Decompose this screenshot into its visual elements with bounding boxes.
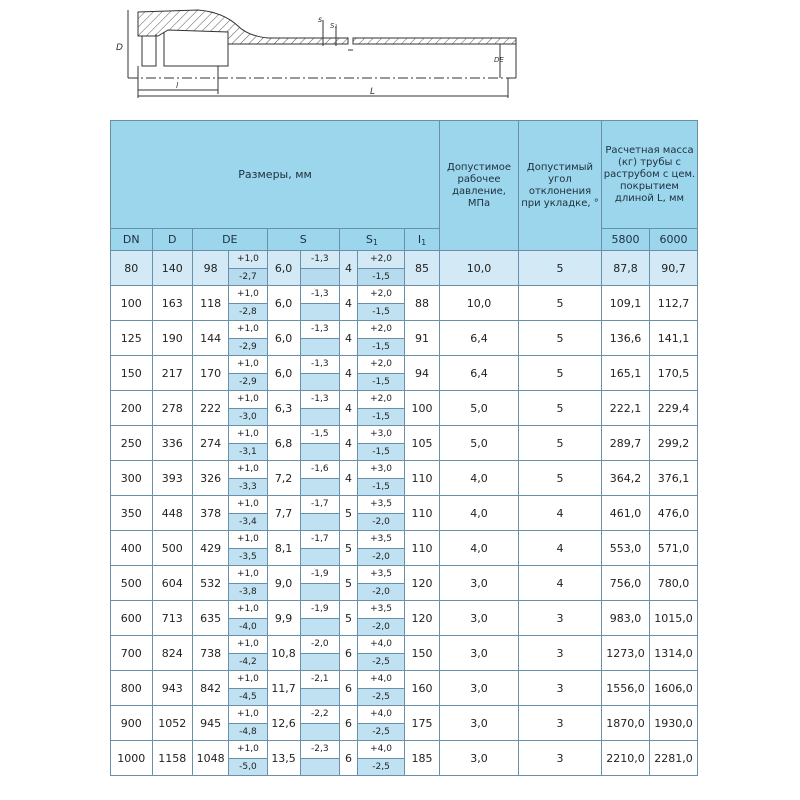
cell-s1-tol-lower: -1,5 [358, 478, 405, 496]
cell-s-tol: -1,6 [300, 461, 339, 479]
cell-angle: 3 [518, 741, 601, 776]
cell-de-tol-upper: +1,0 [229, 706, 267, 724]
cell-de-tol-lower: -2,8 [229, 303, 267, 321]
cell-s-tol: -1,3 [300, 286, 339, 304]
cell-dn: 350 [111, 496, 153, 531]
label-s: s [318, 15, 323, 24]
cell-de-tol-upper: +1,0 [229, 286, 267, 304]
cell-mass-6000: 141,1 [649, 321, 697, 356]
cell-angle: 5 [518, 321, 601, 356]
cell-d: 1158 [152, 741, 192, 776]
cell-s-tol: -1,3 [300, 251, 339, 269]
cell-de: 635 [193, 601, 229, 636]
cell-s1-tol-lower: -2,5 [358, 723, 405, 741]
cell-pressure: 4,0 [440, 496, 519, 531]
pipe-socket-drawing [108, 6, 528, 98]
cell-mass-6000: 1015,0 [649, 601, 697, 636]
cell-d: 190 [152, 321, 192, 356]
cell-s: 6,0 [267, 251, 300, 286]
cell-angle: 3 [518, 636, 601, 671]
cell-l1: 150 [404, 636, 439, 671]
header-s1 [339, 229, 404, 251]
cell-mass-6000: 170,5 [649, 356, 697, 391]
header-l1 [404, 229, 439, 251]
cell-pressure: 10,0 [440, 286, 519, 321]
cell-l1: 160 [404, 671, 439, 706]
cell-s: 9,9 [267, 601, 300, 636]
cell-d: 278 [152, 391, 192, 426]
cell-mass-6000: 476,0 [649, 496, 697, 531]
cell-s-tol-empty [300, 303, 339, 321]
pipe-spec-table [110, 120, 698, 776]
cell-mass-5800: 165,1 [602, 356, 650, 391]
cell-s-tol-empty [300, 373, 339, 391]
cell-de: 1048 [193, 741, 229, 776]
header-s1-sub: 1 [372, 237, 378, 247]
cell-dn: 400 [111, 531, 153, 566]
cell-mass-6000: 780,0 [649, 566, 697, 601]
cell-dn: 300 [111, 461, 153, 496]
cell-mass-6000: 1930,0 [649, 706, 697, 741]
cell-de: 532 [193, 566, 229, 601]
cell-mass-6000: 2281,0 [649, 741, 697, 776]
table-row [111, 426, 698, 444]
header-s1-base: S [365, 232, 373, 246]
cell-angle: 5 [518, 356, 601, 391]
cell-s1-tol-lower: -1,5 [358, 303, 405, 321]
cell-mass-5800: 983,0 [602, 601, 650, 636]
cell-l1: 110 [404, 461, 439, 496]
cell-l1: 110 [404, 496, 439, 531]
cell-de: 170 [193, 356, 229, 391]
cell-s-tol-empty [300, 653, 339, 671]
cell-l1: 105 [404, 426, 439, 461]
cell-s-tol-empty [300, 688, 339, 706]
cell-s1-tol-lower: -1,5 [358, 443, 405, 461]
table-row [111, 601, 698, 619]
cell-dn: 800 [111, 671, 153, 706]
header-l1-base: I [417, 232, 422, 246]
cell-l1: 94 [404, 356, 439, 391]
cell-s-tol-empty [300, 513, 339, 531]
cell-de: 429 [193, 531, 229, 566]
cell-l1: 185 [404, 741, 439, 776]
cell-pressure: 3,0 [440, 671, 519, 706]
cell-angle: 5 [518, 426, 601, 461]
cell-pressure: 5,0 [440, 426, 519, 461]
cell-de: 945 [193, 706, 229, 741]
cell-angle: 4 [518, 531, 601, 566]
cell-s-tol: -2,0 [300, 636, 339, 654]
cell-s-tol-empty [300, 443, 339, 461]
spec-table-body [111, 251, 698, 776]
cell-s1-tol-upper: +2,0 [358, 356, 405, 374]
cell-pressure: 6,4 [440, 356, 519, 391]
cell-pressure: 3,0 [440, 601, 519, 636]
cell-mass-6000: 229,4 [649, 391, 697, 426]
cell-de-tol-upper: +1,0 [229, 671, 267, 689]
header-dn: DN [111, 229, 153, 251]
cell-de-tol-lower: -3,1 [229, 443, 267, 461]
cell-de-tol-lower: -2,9 [229, 338, 267, 356]
cell-d: 140 [152, 251, 192, 286]
cell-pressure: 4,0 [440, 531, 519, 566]
cell-de-tol-upper: +1,0 [229, 496, 267, 514]
cell-s1: 4 [339, 251, 357, 286]
cell-de-tol-lower: -3,8 [229, 583, 267, 601]
table-row [111, 391, 698, 409]
cell-s-tol-empty [300, 268, 339, 286]
cell-s1-tol-lower: -1,5 [358, 408, 405, 426]
cell-de: 222 [193, 391, 229, 426]
cell-s-tol-empty [300, 338, 339, 356]
cell-s1-tol-upper: +3,5 [358, 601, 405, 619]
cell-de-tol-lower: -2,7 [229, 268, 267, 286]
cell-de: 118 [193, 286, 229, 321]
cell-dn: 200 [111, 391, 153, 426]
cell-s1: 5 [339, 601, 357, 636]
cell-de-tol-lower: -2,9 [229, 373, 267, 391]
cell-dn: 700 [111, 636, 153, 671]
cell-mass-5800: 364,2 [602, 461, 650, 496]
cell-de-tol-upper: +1,0 [229, 531, 267, 549]
cell-s1-tol-upper: +3,5 [358, 566, 405, 584]
cell-s1-tol-lower: -1,5 [358, 268, 405, 286]
cell-s1-tol-lower: -2,0 [358, 583, 405, 601]
cell-mass-5800: 289,7 [602, 426, 650, 461]
header-sizes: Размеры, мм [111, 121, 440, 229]
cell-de: 274 [193, 426, 229, 461]
cell-s: 7,7 [267, 496, 300, 531]
cell-de-tol-upper: +1,0 [229, 356, 267, 374]
header-angle: Допустимый угол отклонения при укладке, ° [518, 121, 601, 251]
cell-s1: 6 [339, 671, 357, 706]
header-s: S [267, 229, 339, 251]
cell-s-tol: -2,2 [300, 706, 339, 724]
cell-de-tol-upper: +1,0 [229, 636, 267, 654]
cell-s: 13,5 [267, 741, 300, 776]
cell-pressure: 3,0 [440, 706, 519, 741]
cell-mass-6000: 112,7 [649, 286, 697, 321]
cell-de-tol-lower: -5,0 [229, 758, 267, 776]
cell-s: 6,0 [267, 356, 300, 391]
cell-s1: 4 [339, 286, 357, 321]
table-row [111, 636, 698, 654]
cell-d: 393 [152, 461, 192, 496]
cell-l1: 85 [404, 251, 439, 286]
cell-s1-tol-lower: -2,5 [358, 688, 405, 706]
cell-s1-tol-upper: +4,0 [358, 671, 405, 689]
cell-s1: 4 [339, 356, 357, 391]
label-l: l [176, 81, 179, 90]
cell-de-tol-lower: -3,5 [229, 548, 267, 566]
cell-s1-tol-upper: +2,0 [358, 251, 405, 269]
cell-mass-5800: 109,1 [602, 286, 650, 321]
cell-de-tol-lower: -4,0 [229, 618, 267, 636]
cell-mass-5800: 2210,0 [602, 741, 650, 776]
cell-angle: 5 [518, 251, 601, 286]
cell-de: 378 [193, 496, 229, 531]
cell-de-tol-upper: +1,0 [229, 251, 267, 269]
cell-mass-6000: 571,0 [649, 531, 697, 566]
cell-mass-5800: 1870,0 [602, 706, 650, 741]
cell-s-tol: -1,3 [300, 356, 339, 374]
cell-d: 713 [152, 601, 192, 636]
table-row [111, 566, 698, 584]
cell-dn: 600 [111, 601, 153, 636]
cell-s1-tol-lower: -2,0 [358, 618, 405, 636]
cell-s-tol: -1,3 [300, 321, 339, 339]
label-s1: S₁ [330, 22, 338, 30]
cell-de-tol-lower: -4,5 [229, 688, 267, 706]
cell-s1-tol-lower: -1,5 [358, 373, 405, 391]
cell-de-tol-upper: +1,0 [229, 566, 267, 584]
cell-s: 10,8 [267, 636, 300, 671]
label-D: D [116, 43, 123, 53]
header-d: D [152, 229, 192, 251]
cell-s: 6,0 [267, 321, 300, 356]
cell-mass-6000: 1606,0 [649, 671, 697, 706]
cell-s1: 6 [339, 741, 357, 776]
cell-pressure: 3,0 [440, 741, 519, 776]
cell-pressure: 10,0 [440, 251, 519, 286]
cell-s-tol-empty [300, 723, 339, 741]
cell-angle: 4 [518, 566, 601, 601]
cell-s-tol: -1,9 [300, 566, 339, 584]
cell-mass-5800: 461,0 [602, 496, 650, 531]
cell-s1: 5 [339, 531, 357, 566]
cell-mass-5800: 1556,0 [602, 671, 650, 706]
cell-l1: 91 [404, 321, 439, 356]
table-row [111, 461, 698, 479]
cell-mass-6000: 299,2 [649, 426, 697, 461]
cell-mass-5800: 87,8 [602, 251, 650, 286]
cell-d: 217 [152, 356, 192, 391]
cell-s-tol: -1,9 [300, 601, 339, 619]
label-DE: DE [494, 56, 504, 64]
cell-s1-tol-upper: +4,0 [358, 741, 405, 759]
cell-s: 7,2 [267, 461, 300, 496]
cell-mass-5800: 222,1 [602, 391, 650, 426]
cell-s: 6,0 [267, 286, 300, 321]
cell-dn: 80 [111, 251, 153, 286]
cell-d: 336 [152, 426, 192, 461]
cell-angle: 5 [518, 286, 601, 321]
cell-mass-5800: 553,0 [602, 531, 650, 566]
cell-de-tol-upper: +1,0 [229, 391, 267, 409]
cell-dn: 100 [111, 286, 153, 321]
cell-dn: 150 [111, 356, 153, 391]
cell-s1-tol-upper: +3,5 [358, 531, 405, 549]
cell-de: 842 [193, 671, 229, 706]
cell-d: 500 [152, 531, 192, 566]
cell-de-tol-lower: -4,2 [229, 653, 267, 671]
table-row [111, 741, 698, 759]
cell-s-tol-empty [300, 583, 339, 601]
cell-s-tol-empty [300, 548, 339, 566]
cell-s-tol-empty [300, 758, 339, 776]
label-L: L [370, 87, 376, 97]
cell-de-tol-upper: +1,0 [229, 321, 267, 339]
cell-s-tol: -1,5 [300, 426, 339, 444]
cell-de-tol-lower: -4,8 [229, 723, 267, 741]
cell-s1: 5 [339, 496, 357, 531]
cell-s-tol: -2,3 [300, 741, 339, 759]
header-mass: Расчетная масса (кг) трубы с раструбом с цем. покрытием длиной L, мм [602, 121, 698, 229]
header-pressure: Допустимое рабочее давление, МПа [440, 121, 519, 251]
cell-s-tol: -2,1 [300, 671, 339, 689]
cell-pressure: 6,4 [440, 321, 519, 356]
cell-s1-tol-upper: +4,0 [358, 636, 405, 654]
cell-s1-tol-lower: -2,0 [358, 513, 405, 531]
cell-de-tol-upper: +1,0 [229, 426, 267, 444]
cell-s: 6,8 [267, 426, 300, 461]
cell-dn: 900 [111, 706, 153, 741]
table-row [111, 531, 698, 549]
cell-d: 824 [152, 636, 192, 671]
cell-s1-tol-upper: +3,5 [358, 496, 405, 514]
cell-l1: 110 [404, 531, 439, 566]
cell-de: 98 [193, 251, 229, 286]
cell-s-tol: -1,7 [300, 531, 339, 549]
cell-de: 738 [193, 636, 229, 671]
cell-s: 9,0 [267, 566, 300, 601]
cell-mass-6000: 90,7 [649, 251, 697, 286]
cell-pressure: 3,0 [440, 636, 519, 671]
cell-dn: 1000 [111, 741, 153, 776]
cell-angle: 3 [518, 706, 601, 741]
cell-s: 6,3 [267, 391, 300, 426]
cell-s1-tol-lower: -2,0 [358, 548, 405, 566]
cell-pressure: 5,0 [440, 391, 519, 426]
cell-s1-tol-lower: -2,5 [358, 758, 405, 776]
cell-s1-tol-upper: +2,0 [358, 391, 405, 409]
cell-de: 326 [193, 461, 229, 496]
cell-mass-6000: 1314,0 [649, 636, 697, 671]
cell-mass-5800: 756,0 [602, 566, 650, 601]
cell-s-tol: -1,7 [300, 496, 339, 514]
table-row [111, 251, 698, 269]
cell-d: 604 [152, 566, 192, 601]
table-row [111, 321, 698, 339]
cell-s: 11,7 [267, 671, 300, 706]
cell-s1-tol-upper: +2,0 [358, 321, 405, 339]
cell-s1: 4 [339, 426, 357, 461]
cell-pressure: 4,0 [440, 461, 519, 496]
cell-de-tol-lower: -3,4 [229, 513, 267, 531]
cell-angle: 5 [518, 461, 601, 496]
cell-d: 1052 [152, 706, 192, 741]
cell-s1: 4 [339, 321, 357, 356]
cell-l1: 88 [404, 286, 439, 321]
cell-mass-6000: 376,1 [649, 461, 697, 496]
cell-s: 12,6 [267, 706, 300, 741]
table-row [111, 496, 698, 514]
cell-dn: 250 [111, 426, 153, 461]
cell-de-tol-upper: +1,0 [229, 461, 267, 479]
cell-de-tol-upper: +1,0 [229, 601, 267, 619]
table-row [111, 706, 698, 724]
cell-s1-tol-upper: +3,0 [358, 426, 405, 444]
header-l1-sub: 1 [421, 237, 427, 247]
cell-de: 144 [193, 321, 229, 356]
cell-s1: 4 [339, 461, 357, 496]
cell-l1: 120 [404, 601, 439, 636]
pipe-outline [128, 10, 518, 98]
header-mass-6000: 6000 [649, 229, 697, 251]
cell-d: 943 [152, 671, 192, 706]
cell-s1-tol-lower: -1,5 [358, 338, 405, 356]
cell-s-tol-empty [300, 618, 339, 636]
cell-s1-tol-lower: -2,5 [358, 653, 405, 671]
cell-de-tol-upper: +1,0 [229, 741, 267, 759]
cell-dn: 125 [111, 321, 153, 356]
cell-pressure: 3,0 [440, 566, 519, 601]
cell-l1: 120 [404, 566, 439, 601]
cell-s-tol: -1,3 [300, 391, 339, 409]
cell-d: 163 [152, 286, 192, 321]
cell-s1: 6 [339, 636, 357, 671]
cell-s1: 4 [339, 391, 357, 426]
header-de: DE [193, 229, 268, 251]
cell-angle: 5 [518, 391, 601, 426]
header-mass-5800: 5800 [602, 229, 650, 251]
cell-s1: 5 [339, 566, 357, 601]
cell-s-tol-empty [300, 478, 339, 496]
cell-angle: 3 [518, 671, 601, 706]
cell-s1-tol-upper: +3,0 [358, 461, 405, 479]
cell-dn: 500 [111, 566, 153, 601]
cell-angle: 4 [518, 496, 601, 531]
cell-mass-5800: 1273,0 [602, 636, 650, 671]
table-row [111, 356, 698, 374]
table-row [111, 671, 698, 689]
cell-s1-tol-upper: +4,0 [358, 706, 405, 724]
cell-s-tol-empty [300, 408, 339, 426]
table-row [111, 286, 698, 304]
cell-l1: 100 [404, 391, 439, 426]
cell-mass-5800: 136,6 [602, 321, 650, 356]
cell-d: 448 [152, 496, 192, 531]
cell-de-tol-lower: -3,0 [229, 408, 267, 426]
cell-l1: 175 [404, 706, 439, 741]
cell-de-tol-lower: -3,3 [229, 478, 267, 496]
cell-s: 8,1 [267, 531, 300, 566]
cell-angle: 3 [518, 601, 601, 636]
cell-s1: 6 [339, 706, 357, 741]
cell-s1-tol-upper: +2,0 [358, 286, 405, 304]
